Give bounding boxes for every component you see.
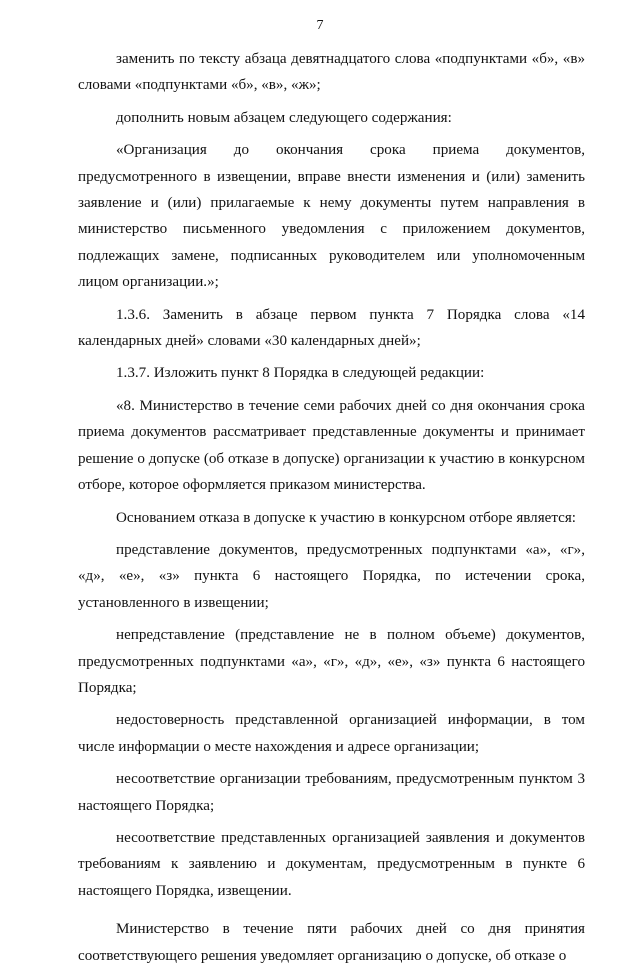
paragraph-item-8: «8. Министерство в течение семи рабочих дней со дня окончания срока приема документов рассматривает представленные документы и принимает решение о допуске (об отказе в допуске) организации к участию в конкурсном отборе, которое оформляется приказом министерства. bbox=[78, 397, 585, 494]
paragraph-ministry-notification: Министерство в течение пяти рабочих дней со дня принятия соответствующего решения уведомляет организацию о допуске, об отказе о bbox=[78, 921, 585, 964]
paragraph-1-3-6: 1.3.6. Заменить в абзаце первом пункта 7 Порядка слова «14 календарных дней» словами «30 календарных дней»; bbox=[78, 306, 585, 350]
paragraph-ground-late-submission: представление документов, предусмотренных подпунктами «а», «г», «д», «е», «з» пункта 6 настоящего Порядка, по истечении срока, установленного в извещении; bbox=[78, 541, 585, 611]
paragraph-refusal-grounds: Основанием отказа в допуске к участию в конкурсном отборе является: bbox=[116, 509, 576, 526]
paragraph-organization-changes: «Организация до окончания срока приема документов, предусмотренного в извещении, вправе внести изменения и (или) заменить заявление и (или) прилагаемые к нему документы путем направления в министерство письменного уведомления с приложением документов, подлежащих замене, подписанных руководителем или уполномоченным лицом организации.»; bbox=[78, 142, 585, 291]
paragraph-ground-inaccuracy: недостоверность представленной организацией информации, в том числе информации о месте нахождения и адресе организации; bbox=[78, 712, 585, 755]
paragraph-replace-words: заменить по тексту абзаца девятнадцатого слова «подпунктами «б», «в» словами «подпунктами «б», «в», «ж»; bbox=[78, 51, 585, 94]
paragraph-ground-requirements: несоответствие организации требованиям, предусмотренным пунктом 3 настоящего Порядка; bbox=[78, 771, 585, 814]
page-number: 7 bbox=[316, 18, 324, 33]
document-body bbox=[78, 46, 585, 969]
paragraph-ground-non-submission: непредставление (представление не в полном объеме) документов, предусмотренных подпунктами «а», «г», «д», «е», «з» пункта 6 настоящего Порядка; bbox=[78, 627, 585, 696]
paragraph-ground-documents-mismatch: несоответствие представленных организацией заявления и документов требованиям к заявлению и документам, предусмотренным в пункте 6 настоящего Порядка, извещении. bbox=[78, 829, 585, 899]
paragraph-add-new-clause: дополнить новым абзацем следующего содержания: bbox=[116, 109, 452, 126]
paragraph-1-3-7: 1.3.7. Изложить пункт 8 Порядка в следующей редакции: bbox=[116, 365, 485, 382]
